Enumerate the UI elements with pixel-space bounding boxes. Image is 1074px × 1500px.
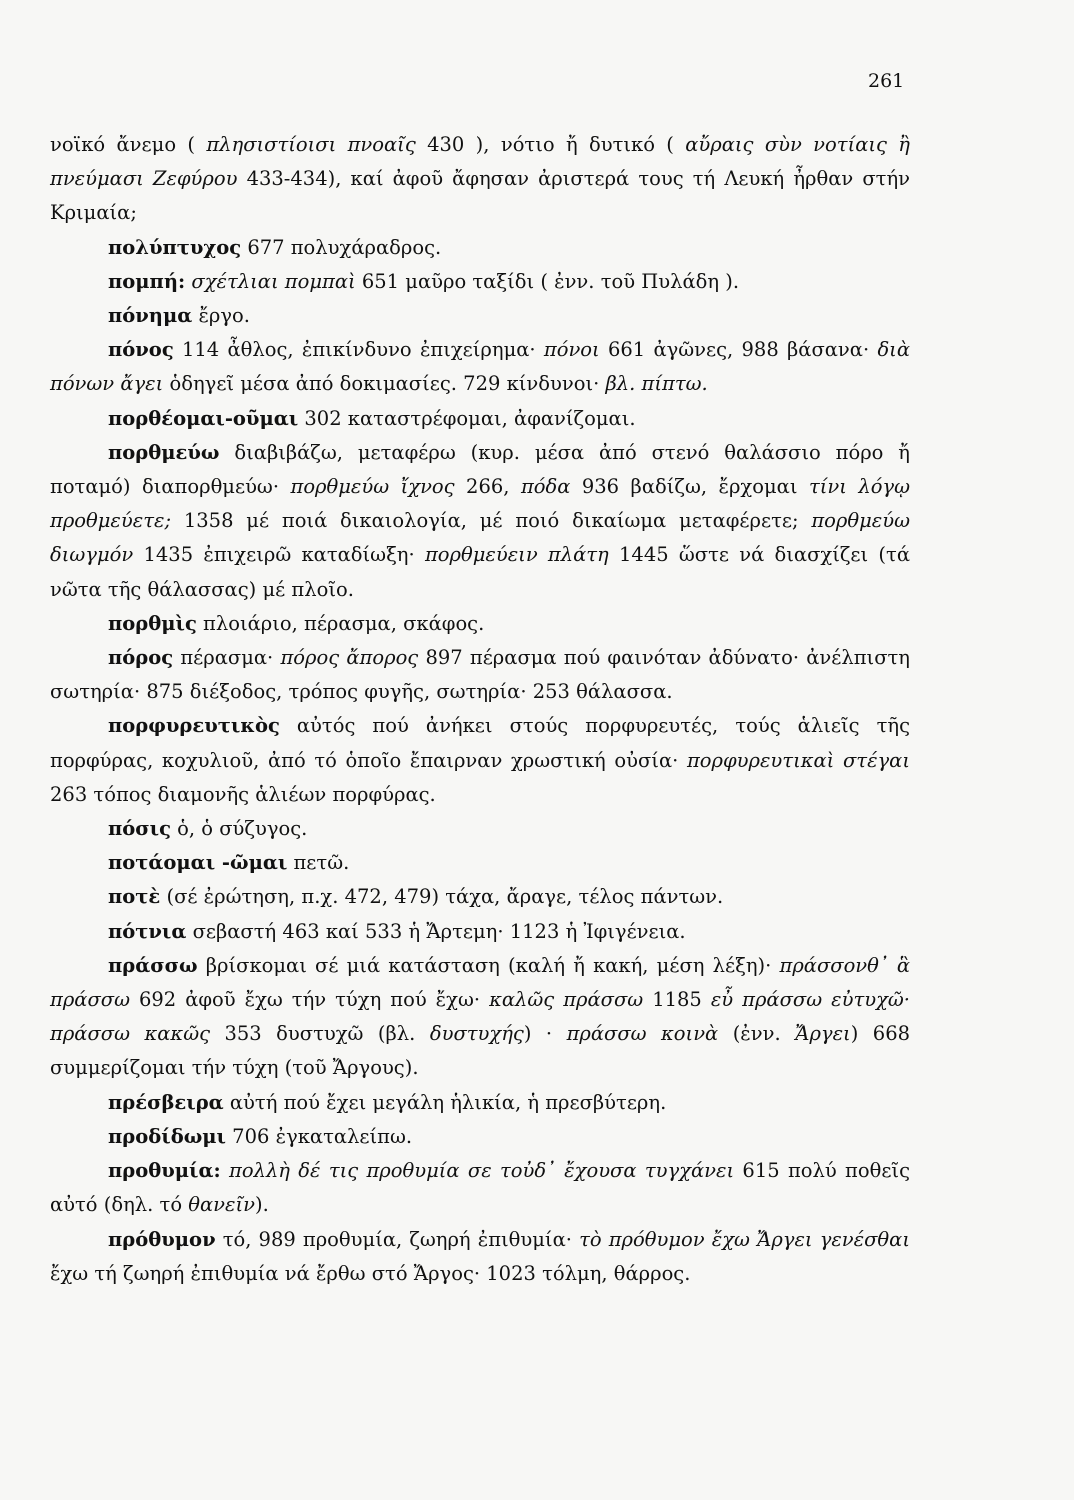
entry-headword: προδίδωμι (108, 1124, 226, 1148)
entry-headword: πομπή: (108, 269, 186, 293)
entry-citation: τίνι λόγῳ προθμεύετε; (50, 475, 910, 533)
entry-citation: βλ. πίπτω. (605, 372, 708, 396)
entry-citation: πορθμεύω ἴχνος (290, 475, 455, 499)
entry-headword: πράσσω (108, 953, 198, 977)
glossary-entry (50, 1120, 910, 1154)
glossary-entry (50, 846, 910, 880)
glossary-entry (50, 299, 910, 333)
entry-text: 433-434), καί ἀφοῦ ἄφησαν ἀριστερά τους τή Λευκή ἦρθαν στήν Κριμαία; (50, 167, 910, 225)
entry-text: 936 βαδίζω, ἔρχομαι (570, 475, 809, 499)
entry-headword: πότνια (108, 919, 187, 943)
entry-text: 897 πέρασμα πού φαινόταν ἀδύνατο· ἀνέλπιστη σωτηρία· 875 διέξοδος, τρόπος φυγῆς, σωτηρία· 253 θάλασσα. (50, 646, 910, 704)
entry-text: 615 πολύ ποθεῖς αὐτό (δηλ. τό (50, 1159, 910, 1217)
entry-citation: πόδα (520, 475, 571, 499)
entry-headword: πορθέομαι-οῦμαι (108, 406, 299, 430)
glossary-entry (50, 641, 910, 709)
glossary-entry (50, 402, 910, 436)
entry-citation: σχέτλιαι πομπαὶ (191, 269, 356, 293)
entry-citation: πορθμεύειν πλάτη (424, 543, 609, 567)
entry-text: ) · (523, 1022, 567, 1046)
entry-headword: ποτὲ (108, 885, 161, 909)
glossary-entry (50, 128, 910, 231)
entry-text: 114 ἆθλος, ἐπικίνδυνο ἐπιχείρημα· (173, 338, 544, 362)
entry-headword: πόνος (108, 338, 174, 362)
entry-text: νοϊκό ἄνεμο ( (50, 133, 207, 156)
entry-text: πετῶ. (287, 851, 350, 875)
entry-text: διαβιβάζω, μεταφέρω (κυρ. μέσα ἀπό στενό θαλάσσιο πόρο ἤ ποταμό) διαπορθμεύω· (50, 440, 910, 499)
entry-citation: πλησιστίοισι πνοαῖς (206, 133, 416, 156)
entry-text: 1445 ὥστε νά διασχίζει (τά νῶτα τῆς θάλασσας) μέ πλοῖο. (50, 543, 910, 601)
entry-text: ἔργο. (192, 304, 250, 328)
entry-text: πέρασμα· (173, 646, 281, 670)
entry-citation: αὔραις σὺν νοτίαις ἢ πνεύμασι Ζεφύρου (50, 133, 910, 191)
entry-text: 1435 ἐπιχειρῶ καταδίωξη· (133, 543, 425, 567)
entry-citation: πολλὴ δέ τις προθυμία σε τοὐδ᾽ ἔχουσα τυγχάνει (229, 1159, 735, 1183)
entry-citation: πόνοι (543, 338, 600, 362)
entry-citation: διὰ πόνων ἄγει (50, 338, 910, 396)
entry-citation: καλῶς πράσσω (489, 988, 644, 1012)
entry-text: ἔχω τή ζωηρή ἐπιθυμία νά ἔρθω στό Ἄργος· 1023 τόλμη, θάρρος. (50, 1261, 691, 1285)
glossary-entry (50, 265, 910, 299)
glossary-entry (50, 436, 910, 607)
entry-text: βρίσκομαι σέ μιά κατάσταση (καλή ἤ κακή, μέση λέξη)· (197, 953, 780, 977)
glossary-entries (50, 128, 910, 1291)
entry-headword: πόνημα (108, 304, 193, 328)
entry-citation: πορθμεύω διωγμόν (50, 509, 910, 567)
entry-text: 706 ἐγκαταλείπω. (225, 1124, 413, 1148)
glossary-entry (50, 949, 910, 1086)
entry-text: 302 καταστρέφομαι, ἀφανίζομαι. (298, 406, 636, 430)
entry-text: (σέ ἐρώτηση, π.χ. 472, 479) τάχα, ἄραγε, τέλος πάντων. (160, 885, 724, 909)
entry-citation: Ἄργει (795, 1022, 851, 1046)
entry-text: πλοιάριο, πέρασμα, σκάφος. (196, 611, 485, 635)
entry-text: αὐτός πού ἀνήκει στούς πορφυρευτές, τούς ἁλιεῖς τῆς πορφύρας, κοχυλιοῦ, ἀπό τό ὁποῖο ἔπαιρναν χρωστική οὐσία· (50, 714, 910, 772)
page-number: 261 (868, 70, 905, 92)
glossary-entry (50, 1086, 910, 1120)
entry-text: ὁ, ὁ σύζυγος. (170, 817, 308, 841)
entry-headword: πολύπτυχος (108, 235, 242, 259)
entry-text: 353 δυστυχῶ (βλ. (210, 1022, 430, 1046)
glossary-entry (50, 1223, 910, 1291)
entry-citation: πράσσονθ᾽ ἃ πράσσω (50, 953, 910, 1012)
entry-citation: πράσσω κοινὰ (566, 1022, 719, 1046)
entry-text: 677 πολυχάραδρος. (241, 235, 442, 259)
entry-text: ὁδηγεῖ μέσα ἀπό δοκιμασίες. 729 κίνδυνοι· (163, 372, 606, 396)
entry-text: 263 τόπος διαμονῆς ἁλιέων πορφύρας. (50, 782, 436, 806)
entry-text: 651 μαῦρο ταξίδι ( ἐνν. τοῦ Πυλάδη ). (355, 269, 740, 293)
entry-text: τό, 989 προθυμία, ζωηρή ἐπιθυμία· (215, 1227, 580, 1251)
entry-headword: πορφυρευτικὸς (108, 714, 280, 738)
entry-citation: θανεῖν (188, 1193, 255, 1217)
entry-headword: πορθμεύω (108, 440, 220, 464)
glossary-entry (50, 880, 910, 914)
glossary-entry (50, 915, 910, 949)
entry-text: 430 ), νότιο ἤ δυτικό ( (415, 133, 686, 156)
entry-text: ). (255, 1193, 269, 1217)
entry-citation: εὖ πράσσω εὐτυχῶ· πράσσω κακῶς (50, 988, 910, 1046)
entry-text: 692 ἀφοῦ ἔχω τήν τύχη πού ἔχω· (129, 988, 490, 1012)
entry-text: (ἐνν. (718, 1022, 796, 1046)
entry-citation: τὸ πρόθυμον ἔχω Ἄργει γενέσθαι (579, 1227, 910, 1251)
glossary-entry (50, 812, 910, 846)
entry-text: αὐτή πού ἔχει μεγάλη ἡλικία, ἡ πρεσβύτερη. (223, 1090, 667, 1114)
entry-citation: πόρος ἄπορος (280, 646, 419, 670)
entry-citation: πορφυρευτικαὶ στέγαι (686, 748, 910, 772)
glossary-entry (50, 607, 910, 641)
entry-headword: πορθμὶς (108, 611, 197, 635)
entry-headword: πόρος (108, 646, 174, 670)
entry-text: 1185 (643, 988, 711, 1012)
entry-headword: προθυμία: (108, 1159, 221, 1183)
entry-headword: πρέσβειρα (108, 1090, 224, 1114)
entry-headword: ποτάομαι -ῶμαι (108, 851, 288, 875)
entry-text (221, 1159, 229, 1182)
glossary-entry (50, 333, 910, 401)
glossary-entry (50, 231, 910, 265)
entry-headword: πρόθυμον (108, 1227, 216, 1251)
entry-text: 1358 μέ ποιά δικαιολογία, μέ ποιό δικαίωμα μεταφέρετε; (171, 509, 812, 533)
glossary-entry (50, 709, 910, 812)
entry-text: ) 668 συμμερίζομαι τήν τύχη (τοῦ Ἄργους). (50, 1022, 911, 1080)
entry-text: 661 ἀγῶνες, 988 βάσανα· (599, 338, 878, 362)
entry-citation: δυστυχής (429, 1022, 524, 1046)
entry-text: 266, (454, 475, 521, 499)
entry-headword: πόσις (108, 817, 171, 841)
entry-text: σεβαστή 463 καί 533 ἡ Ἄρτεμη· 1123 ἡ Ἰφιγένεια. (186, 919, 686, 943)
glossary-entry (50, 1154, 910, 1222)
